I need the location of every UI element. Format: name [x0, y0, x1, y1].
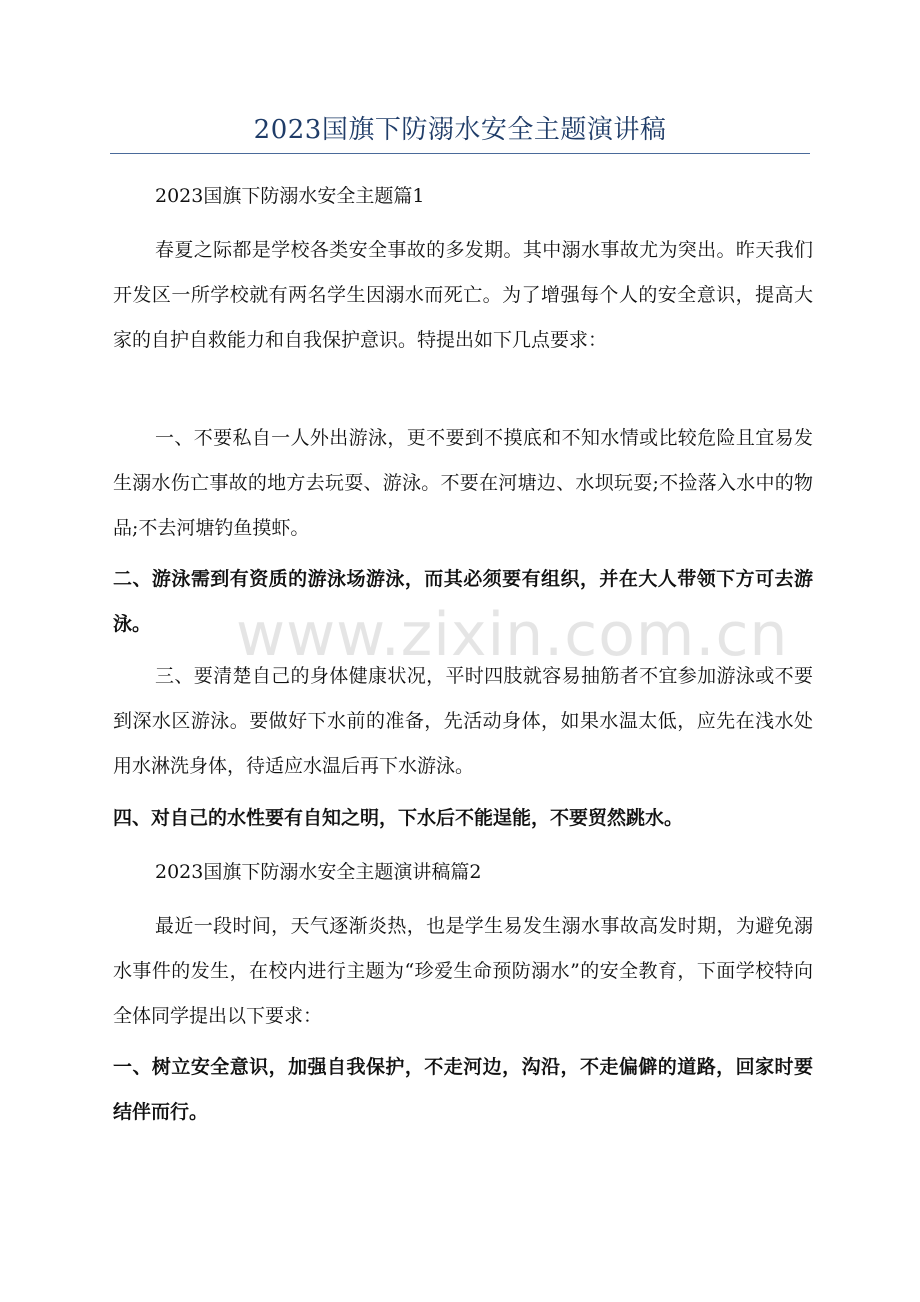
paragraph-rule-1: 一、不要私自一人外出游泳，更不要到不摸底和不知水情或比较危险且宜易发生溺水伤亡事故的地方去玩耍、游泳。不要在河塘边、水坝玩耍;不捡落入水中的物品;不去河塘钓鱼摸虾。	[113, 427, 813, 539]
section-heading-1: 2023国旗下防溺水安全主题篇1	[155, 185, 425, 207]
title-underline	[110, 153, 810, 154]
watermark: www.zixin.com.cn	[236, 600, 789, 670]
paragraph-rule-2: 二、游泳需到有资质的游泳场游泳，而其必须要有组织，并在大人带领下方可去游泳。	[113, 568, 813, 635]
paragraph-intro: 春夏之际都是学校各类安全事故的多发期。其中溺水事故尤为突出。昨天我们开发区一所学校就有两名学生因溺水而死亡。为了增强每个人的安全意识，提高大家的自护自救能力和自我保护意识。特提出如下几点要求：	[113, 239, 813, 351]
document-title: 2023国旗下防溺水安全主题演讲稿	[253, 115, 667, 145]
paragraph-rule-4: 四、对自己的水性要有自知之明，下水后不能逞能，不要贸然跳水。	[113, 807, 684, 829]
section-heading-2: 2023国旗下防溺水安全主题演讲稿篇2	[155, 861, 482, 883]
paragraph-requirement-1: 一、树立安全意识，加强自我保护，不走河边，沟沿，不走偏僻的道路，回家时要结伴而行。	[113, 1056, 813, 1123]
paragraph-rule-3: 三、要清楚自己的身体健康状况，平时四肢就容易抽筋者不宜参加游泳或不要到深水区游泳。要做好下水前的准备，先活动身体，如果水温太低，应先在浅水处用水淋洗身体，待适应水温后再下水游泳。	[113, 665, 813, 777]
paragraph-intro-2: 最近一段时间，天气逐渐炎热，也是学生易发生溺水事故高发时期，为避免溺水事件的发生，在校内进行主题为“珍爱生命预防溺水”的安全教育，下面学校特向全体同学提出以下要求：	[113, 915, 813, 1027]
